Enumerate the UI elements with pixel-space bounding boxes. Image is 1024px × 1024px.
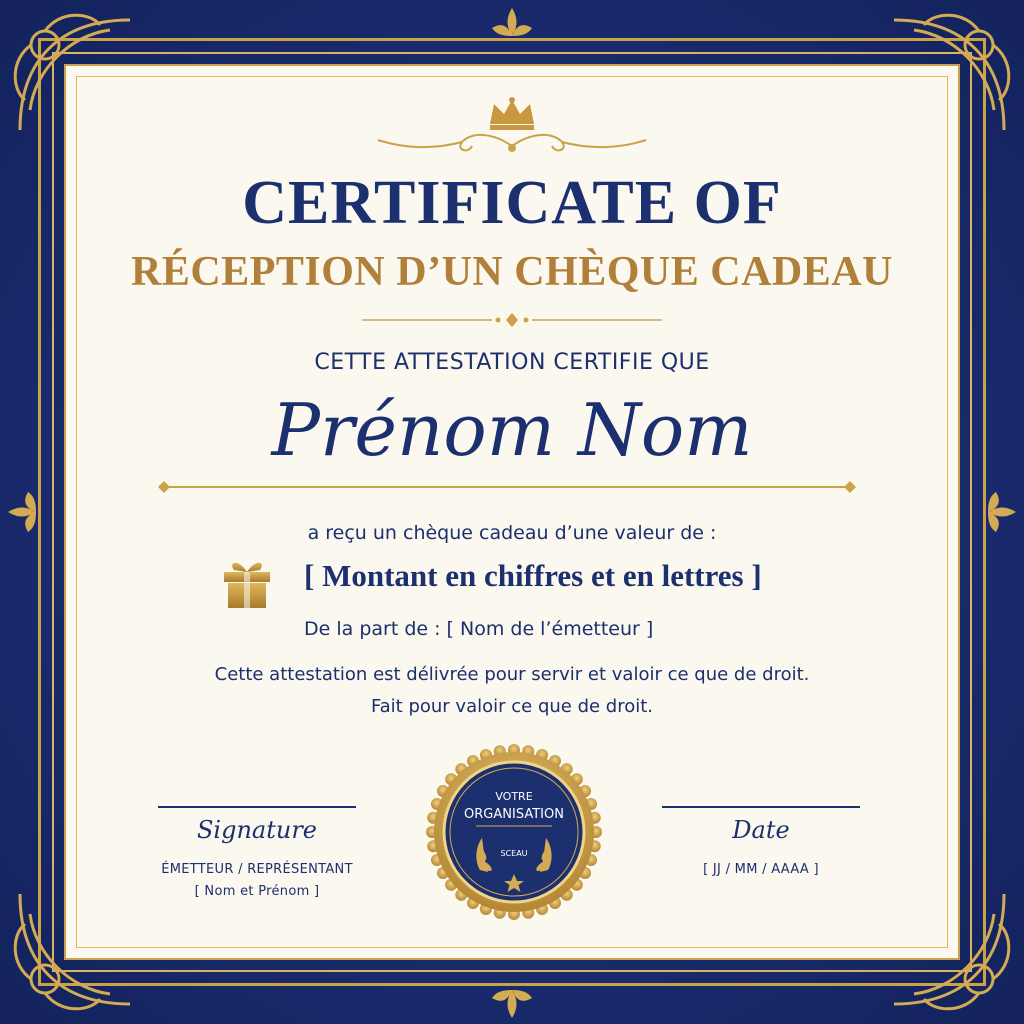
date-label: Date — [732, 816, 790, 844]
name-underline — [162, 486, 852, 488]
seal-text-line1: VOTRE — [495, 790, 533, 803]
certificate-title-line2: RÉCEPTION D’UN CHÈQUE CADEAU — [131, 249, 893, 295]
diamond-right — [844, 481, 856, 493]
date-placeholder: [ JJ / MM / AAAA ] — [703, 862, 819, 877]
fleur-ornament-top — [482, 4, 542, 44]
certificate-subtitle: CETTE ATTESTATION CERTIFIE QUE — [314, 350, 710, 375]
seal-text-line3: SCEAU — [500, 849, 528, 858]
flourish-ornament — [372, 128, 652, 164]
diamond-left — [158, 481, 170, 493]
received-text: a reçu un chèque cadeau d’une valeur de : — [307, 522, 717, 544]
delivered-statement: Cette attestation est délivrée pour servir et valoir ce que de droit. — [214, 664, 810, 685]
signature-role: ÉMETTEUR / REPRÉSENTANT — [161, 862, 353, 877]
signature-name-placeholder: [ Nom et Prénom ] — [194, 884, 320, 899]
crown-icon — [486, 96, 538, 132]
organization-seal — [424, 742, 604, 922]
corner-ornament-bottom-left — [0, 874, 150, 1024]
certificate-title-line1: CERTIFICATE OF — [242, 169, 782, 237]
recipient-name: Prénom Nom — [271, 388, 753, 472]
signature-label: Signature — [196, 816, 318, 844]
corner-ornament-top-left — [0, 0, 150, 150]
title-divider — [362, 310, 662, 330]
seal-text-line2: ORGANISATION — [464, 807, 564, 822]
amount-placeholder: [ Montant en chiffres et en lettres ] — [304, 558, 762, 593]
corner-ornament-top-right — [874, 0, 1024, 150]
gift-icon — [220, 556, 274, 610]
fait-statement: Fait pour valoir ce que de droit. — [370, 696, 654, 717]
corner-ornament-bottom-right — [874, 874, 1024, 1024]
signature-line — [158, 806, 356, 808]
fleur-ornament-bottom — [482, 982, 542, 1022]
issuer-text: De la part de : [ Nom de l’émetteur ] — [304, 618, 654, 640]
date-line — [662, 806, 860, 808]
